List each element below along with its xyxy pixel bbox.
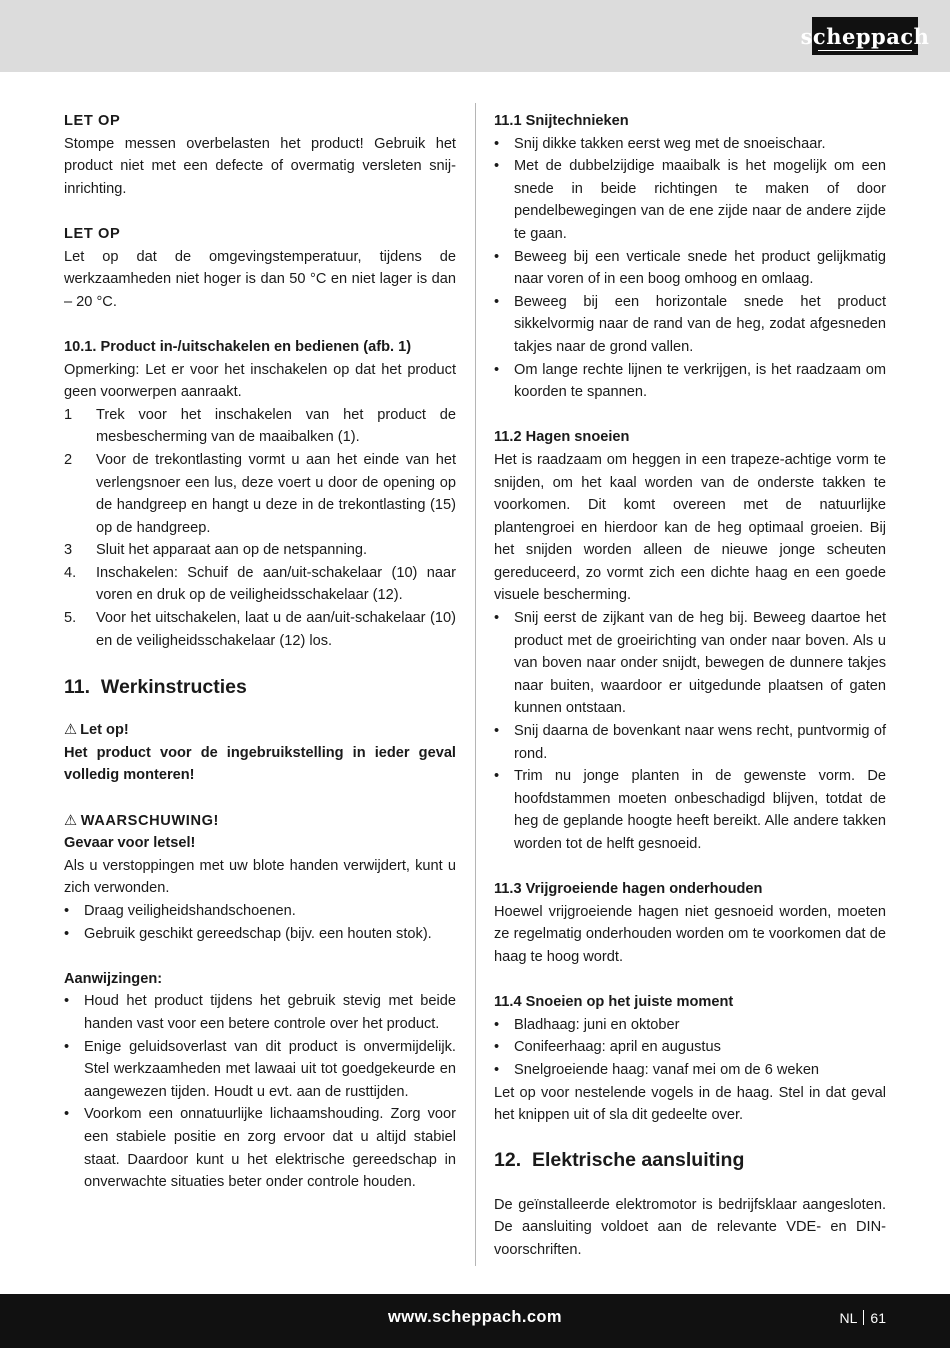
warning-title: WAARSCHUWING!: [80, 812, 220, 829]
section-12-text: De geïnstalleerde elektromotor is bedrijfsklaar aangesloten. De aansluiting voldoet aan de relevante VDE- en DIN-voorschriften.: [494, 1196, 886, 1258]
page-indicator: [840, 1310, 886, 1326]
list-item: • Bladhaag: juni en oktober: [494, 1014, 886, 1037]
header-bar: [0, 0, 950, 72]
section-11-3-text: Hoewel vrijgroeiende hagen niet gesnoeid worden, moeten ze regelmatig onderhouden worden om te voorkomen dat de haag te hoog wordt.: [494, 903, 886, 965]
list-item: • Voorkom een onnatuurlijke lichaamshouding. Zorg voor een stabiele positie en zorg ervoor dat u altijd stabiel staat. Daardoor kunt u het elektrische gereedschap in onverwachte situaties beter onder controle houden.: [64, 1103, 456, 1193]
note-1-text: Stompe messen overbelasten het product! Gebruik het product niet met een defecte of overmatig versleten snij-inrichting.: [64, 135, 456, 197]
step-number: 3: [64, 542, 73, 559]
page-number: 61: [870, 1310, 886, 1326]
step-text: Voor de trekontlasting vormt u aan het einde van het verlengsnoer een lus, deze voert u door de opening op de handgreep en hangt u deze in de trekontlasting (15) op de handgreep.: [96, 451, 456, 536]
section-11-4-heading: 11.4 Snoeien op het juiste moment: [494, 994, 734, 1011]
pruning-times-list: [494, 1014, 886, 1082]
list-item: • Snij eerst de zijkant van de heg bij. Beweeg daartoe het product met de groeirichting van onder naar boven. Als u van boven naar onder snijdt, bewegen de dunnere takjes naar buiten, waardoor er uitgedunde plaatsen of gaten kunnen ontstaan.: [494, 607, 886, 720]
section-11-heading: [64, 673, 456, 701]
footer-website-link[interactable]: www.scheppach.com: [388, 1308, 562, 1326]
left-column: [64, 110, 456, 1194]
warning-text: Als u verstoppingen met uw blote handen verwijdert, kunt u zich verwonden.: [64, 857, 456, 897]
brand-logo-text: scheppach: [800, 23, 930, 49]
step-number: 2: [64, 451, 73, 468]
language-code: NL: [839, 1310, 858, 1326]
hints-list: [64, 990, 456, 1193]
step-text: Sluit het apparaat aan op de netspanning.: [96, 542, 368, 559]
steps-list: [64, 404, 456, 653]
warning-triangle-icon: ⚠: [64, 722, 78, 739]
warning-list: [64, 900, 456, 945]
list-item: • Snij dikke takken eerst weg met de snoeischaar.: [494, 133, 886, 156]
list-item: • Beweeg bij een verticale snede het product gelijkmatig naar voren of in een boog omhoog en omlaag.: [494, 246, 886, 291]
list-item: • Draag veiligheidshandschoenen.: [64, 900, 456, 923]
step-item: [64, 404, 456, 449]
caution-title-line: [64, 719, 456, 742]
cutting-techniques-list: [494, 133, 886, 404]
warning-subtitle: Gevaar voor letsel!: [64, 835, 196, 852]
step-number: 4.: [64, 564, 77, 581]
section-12-title: Elektrische aansluiting: [531, 1148, 745, 1171]
hints-title: Aanwijzingen:: [64, 970, 163, 987]
caution-text: Het product voor de ingebruikstelling in ieder geval volledig monteren!: [64, 744, 456, 784]
section-12-number: 12.: [494, 1148, 522, 1171]
step-text: Voor het uitschakelen, laat u de aan/uit-schakelaar (10) en de veiligheidsschakelaar (12) los.: [96, 610, 456, 649]
list-item: • Met de dubbelzijdige maaibalk is het mogelijk om een snede in beide richtingen te maken of door pendelbewegingen van de ene zijde naar de andere zijde te gaan.: [494, 155, 886, 245]
section-11-title: Werkinstructies: [100, 676, 247, 699]
note-2-title: LET OP: [64, 225, 121, 242]
list-item: • Trim nu jonge planten in de gewenste vorm. De hoofdstammen moeten onbeschadigd blijven, totdat de heg de geplande hoogte heeft bereikt. Alle andere takken worden tot de helft gesnoeid.: [494, 765, 886, 855]
section-12-heading: [494, 1146, 886, 1174]
step-item: [64, 539, 456, 562]
list-item: • Gebruik geschikt gereedschap (bijv. een houten stok).: [64, 923, 456, 946]
section-11-number: 11.: [64, 676, 91, 699]
brand-logo: [800, 17, 930, 55]
section-11-2-heading: 11.2 Hagen snoeien: [494, 429, 630, 446]
section-11-3-heading: 11.3 Vrijgroeiende hagen onderhouden: [494, 881, 763, 898]
list-item: • Snij daarna de bovenkant naar wens recht, puntvormig of rond.: [494, 720, 886, 765]
section-11-1-heading: 11.1 Snijtechnieken: [494, 113, 629, 129]
right-column: [494, 110, 886, 1262]
caution-title: Let op!: [80, 722, 129, 739]
note-1-title: LET OP: [64, 113, 121, 129]
hedge-trimming-list: [494, 607, 886, 856]
list-item: • Om lange rechte lijnen te verkrijgen, is het raadzaam om koorden te spannen.: [494, 359, 886, 404]
step-text: Trek voor het inschakelen van het product de mesbescherming van de maaibalken (1).: [96, 406, 456, 446]
list-item: • Enige geluidsoverlast van dit product is onvermijdelijk. Stel werkzaamheden met lawaai uit tot goedgekeurde en aangewezen tijden. Houdt u evt. aan de rusttijden.: [64, 1036, 456, 1104]
page-separator: [863, 1310, 864, 1325]
list-item: • Conifeerhaag: april en augustus: [494, 1036, 886, 1059]
section-10-1-remark: Opmerking: Let er voor het inschakelen op dat het product geen voorwerpen aanraakt.: [64, 361, 456, 401]
list-item: • Houd het product tijdens het gebruik stevig met beide handen vast voor een betere controle over het product.: [64, 990, 456, 1035]
warning-title-line: [64, 810, 456, 833]
list-item: • Beweeg bij een horizontale snede het product sikkelvormig naar de rand van de heg, zodat afgesneden takjes naar de grond vallen.: [494, 291, 886, 359]
step-item: [64, 562, 456, 607]
step-number: 1: [64, 406, 73, 423]
footer-bar: [0, 1294, 950, 1348]
step-item: [64, 607, 456, 652]
column-divider: [475, 103, 476, 1266]
section-10-1-heading: 10.1. Product in-/uitschakelen en bedienen (afb. 1): [64, 338, 412, 355]
list-item: • Snelgroeiende haag: vanaf mei om de 6 weken: [494, 1059, 886, 1082]
step-item: [64, 449, 456, 539]
warning-triangle-icon: ⚠: [64, 812, 78, 829]
step-text: Inschakelen: Schuif de aan/uit-schakelaar (10) naar voren en druk op de veiligheidsschakelaar (12).: [96, 564, 456, 604]
section-11-4-text: Let op voor nestelende vogels in de haag. Stel in dat geval het knippen uit of sla dit gedeelte over.: [494, 1084, 886, 1124]
step-number: 5.: [64, 610, 77, 627]
note-2-text: Let op dat de omgevingstemperatuur, tijdens de werkzaamheden niet hoger is dan 50 °C en niet lager is dan – 20 °C.: [64, 248, 456, 310]
section-11-2-text: Het is raadzaam om heggen in een trapeze-achtige vorm te snijden, om het kaal worden van de onderste takken te voorkomen. Dit komt overeen met de natuurlijke plantengroei en hierdoor kan de heg optimaal groeien. Bij het snijden worden alleen de nieuwe jonge scheuten gereduceerd, zo vormt zich een dichte haag en een goede visuele bescherming.: [494, 451, 886, 604]
